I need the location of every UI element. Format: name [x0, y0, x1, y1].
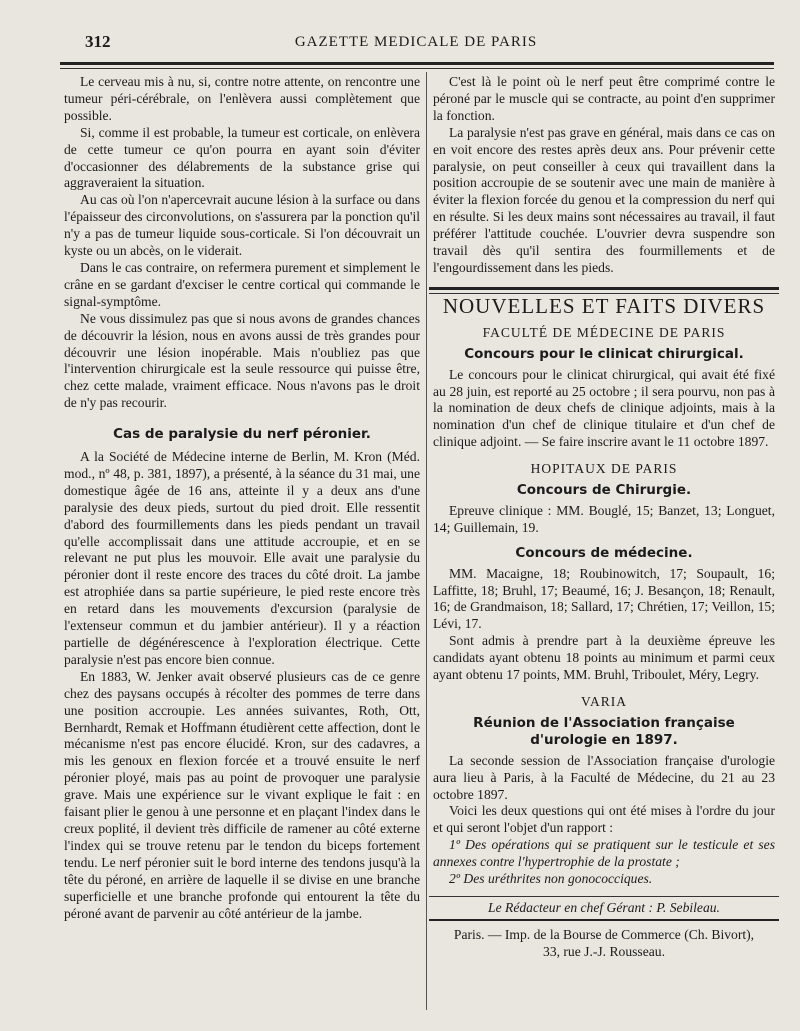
urology-title: Réunion de l'Association française d'urologie en 1897.	[473, 714, 735, 748]
urology-question: 1º Des opérations qui se pratiquent sur le testicule et ses annexes contre l'hypertrophie de la prostate ;	[433, 837, 775, 870]
printer-address: 33, rue J.-J. Rousseau.	[543, 943, 665, 959]
paragraph: Voici les deux questions qui ont été mises à l'ordre du jour et qui seront l'objet d'un rapport :	[433, 803, 775, 836]
varia-title: VARIA	[580, 694, 627, 709]
footer-rule	[429, 896, 779, 897]
paragraph: La paralysie n'est pas grave en général, mais dans ce cas on en voit encore des restes après deux ans. Pour prévenir cette paralysie, on peut conseiller à ceux qui travaillent dans la position accroupie de se soutenir avec une main de manière à éviter la flexion forcée du genou et la compression du nerf qui en résulte. Si les deux mains sont nécessaires au travail, il faut préférer l'attitude couchée. L'ouvrier devra suspendre son travail dès qu'il sentira des fourmillements et de l'engourdissement dans les pieds.	[433, 124, 775, 275]
paragraph: Dans le cas contraire, on refermera purement et simplement le crâne en se gardant d'exciser le centre cortical qui commande le signal-symptôme.	[64, 259, 420, 309]
paragraph: C'est là le point où le nerf peut être comprimé contre le péroné par le muscle qui se contracte, au point d'en supprimer la fonction.	[433, 74, 775, 123]
clinicat-title: Concours pour le clinicat chirurgical.	[464, 345, 744, 362]
paragraph: Sont admis à prendre part à la deuxième épreuve les candidats ayant obtenu 18 points au minimum et parmi ceux ayant obtenu 17 points, MM. Bruhl, Triboulet, Méry, Legry.	[433, 633, 775, 683]
paragraph: En 1883, W. Jenker avait observé plusieurs cas de ce genre chez des paysans occupés à récolter des pommes de terre dans une position accroupie. Les années suivantes, Roth, Ott, Bernhardt, Remak et Hoffmann étudièrent cette affection, dont le mécanisme n'est pas encore élucidé. Kron, sur des cadavres, a mis les genoux en flexion forcée et a trouvé ensuite le nerf péronier ployé, mais pas au point de provoquer une paralysie grave. Mais une expérience sur le vivant explique le fait : en faisant plier le genou à une personne et en plaçant l'index dans le creux poplité, il devient très difficile de ramener au côté externe l'index qui se trouve retenu par le tendon du biceps fortement tendu. Le nerf péronier suit le bord interne des tendons jusqu'à la tête du péroné, en arrière de laquelle il se divise en une branche superficielle et une branche profonde qui entourent la tête du péroné avant de parvenir au côté antérieur de la jambe.	[64, 668, 420, 921]
paragraph: MM. Macaigne, 18; Roubinowitch, 17; Soupault, 16; Laffitte, 18; Bruhl, 17; Beaumé, 16; J. Besançon, 18; Renault, 16; de Grandmaison, 18; Sallard, 17; Chrétien, 17; Veillon, 15; Lévi, 17.	[433, 565, 775, 632]
surgery-title: Concours de Chirurgie.	[516, 482, 692, 499]
paragraph: Ne vous dissimulez pas que si nous avons de grandes chances de découvrir la lésion, nous en avons aussi de très grandes pour découvrir une lésion inopérable. Mais n'oubliez pas que l'intervention chirurgicale est la seule ressource qui puisse être, chez cette malade, vraiment efficace. Nous n'avons pas le droit de n'y pas recourir.	[64, 310, 420, 411]
hospitals-title: HOPITAUX DE PARIS	[530, 461, 678, 477]
left-column	[64, 74, 420, 922]
paragraph: A la Société de Médecine interne de Berlin, M. Kron (Méd. mod., nº 48, p. 381, 1897), a présenté, à la séance du 31 mai, une domestique âgée de 16 ans, atteinte il y a deux ans d'une paralysie des deux pieds, surtout du pied droit. Elle ressentit d'abord des fourmillements dans les pieds pendant un travail qu'elle accomplissait dans une attitude accroupie, et en se relevant ne put plus les mouvoir. Elle avait une paralysie du péronier dont il reste encore des traces du côté droit. La jambe est atrophiée dans sa partie supérieure, le pied reste encore très en retard dans les mouvements d'excursion (paralysie de l'extenseur commun et du jambier antérieur). Il y a réaction partielle de dégénérescence à l'exploration électrique. Cette paralysie n'est pas encore bien connue.	[64, 449, 420, 667]
section-rule	[429, 287, 779, 290]
paragraph: Au cas où l'on n'apercevrait aucune lésion à la surface ou dans l'épaisseur des circonvolutions, on s'assurera par la ponction qu'il n'y a pas de tumeur liquide sous-corticale. Si l'on découvrait un kyste ou un abcès, on le viderait.	[64, 192, 420, 259]
header-rule	[60, 62, 774, 65]
editor-line: Le Rédacteur en chef Gérant : P. Sebileau.	[488, 899, 720, 915]
paragraph: Si, comme il est probable, la tumeur est corticale, on enlèvera de cette tumeur ce qu'on pourra en ayant soin d'éviter d'occasionner des délabrements de la substance grise qui aggraveraient la situation.	[64, 124, 420, 191]
faculty-title: FACULTÉ DE MÉDECINE DE PARIS	[482, 324, 726, 340]
header-rule-thin	[60, 68, 774, 69]
news-title: NOUVELLES ET FAITS DIVERS	[442, 293, 766, 318]
page-header	[60, 30, 772, 56]
footer-rule-thick	[429, 919, 779, 921]
medicine-title: Concours de médecine.	[515, 544, 693, 561]
paragraph: La seconde session de l'Association française d'urologie aura lieu à Paris, à la Faculté de Médecine, du 21 au 23 octobre 1897.	[433, 752, 775, 802]
paragraph: Le cerveau mis à nu, si, contre notre attente, on rencontre une tumeur péri-cérébrale, on l'enlèvera aussi complètement que possible.	[64, 74, 420, 123]
section-title: Cas de paralysie du nerf péronier.	[113, 426, 371, 443]
printer-line: Paris. — Imp. de la Bourse de Commerce (Ch. Bivort),	[453, 926, 755, 942]
running-title: GAZETTE MEDICALE DE PARIS	[294, 34, 538, 50]
page-number: 312	[85, 32, 111, 51]
column-divider	[426, 72, 427, 1010]
right-column	[433, 74, 775, 961]
urology-question: 2º Des uréthrites non gonococciques.	[449, 871, 653, 887]
paragraph: Le concours pour le clinicat chirurgical, qui avait été fixé au 28 juin, est reporté au 25 octobre ; il sera pourvu, non pas à la nomination de deux chefs de clinique adjoints, mais à la nomination d'un chef de clinique titulaire et d'un chef de clinique adjoint. — Se faire inscrire avant le 11 octobre 1897.	[433, 366, 775, 450]
paragraph: Epreuve clinique : MM. Bouglé, 15; Banzet, 13; Longuet, 14; Guillemain, 19.	[433, 502, 775, 535]
